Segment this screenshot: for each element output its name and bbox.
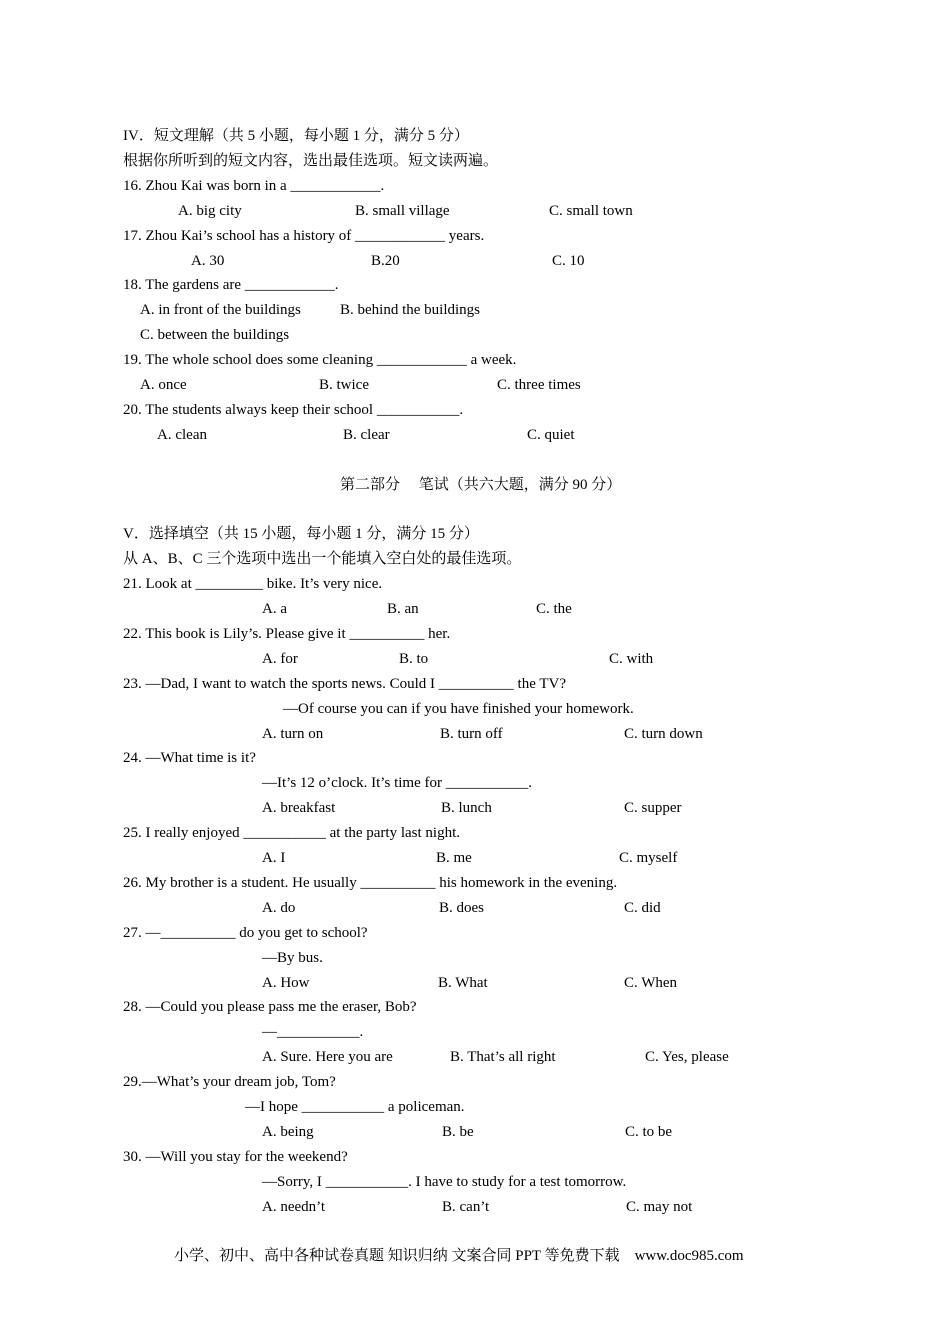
question-25-option-a: A. I [262,850,286,866]
question-21-option-c: C. the [536,601,572,617]
question-22-option-b: B. to [399,651,429,667]
section-5-header: V．选择填空（共 15 小题，每小题 1 分，满分 15 分） [123,526,479,542]
section-5-instruction: 从 A、B、C 三个选项中选出一个能填入空白处的最佳选项。 [123,551,522,567]
question-26-option-c: C. did [624,900,661,916]
question-23-option-b: B. turn off [440,726,503,742]
question-26-stem: 26. My brother is a student. He usually __________ his homework in the evening. [123,875,618,891]
question-20-option-a: A. clean [157,427,207,443]
question-30-option-a: A. needn’t [262,1199,326,1215]
question-25-option-b: B. me [436,850,472,866]
question-29-stem: 29.—What’s your dream job, Tom? [123,1074,336,1090]
question-21-stem: 21. Look at _________ bike. It’s very nice. [123,576,383,592]
question-17-stem: 17. Zhou Kai’s school has a history of ____________ years. [123,228,485,244]
part-2-title: 第二部分 笔试（共六大题，满分 90 分） [340,477,622,493]
question-24-option-b: B. lunch [441,800,492,816]
question-19-option-c: C. three times [497,377,581,393]
question-27-option-a: A. How [262,975,310,991]
question-18-option-a: A. in front of the buildings [140,302,301,318]
question-19-option-a: A. once [140,377,187,393]
question-28-option-b: B. That’s all right [450,1049,556,1065]
question-24-option-a: A. breakfast [262,800,336,816]
question-16-option-a: A. big city [178,203,242,219]
question-26-option-b: B. does [439,900,484,916]
question-23-option-a: A. turn on [262,726,324,742]
question-18-option-b: B. behind the buildings [340,302,480,318]
question-30-option-c: C. may not [626,1199,693,1215]
question-17-option-c: C. 10 [552,253,585,269]
section-4-header: IV．短文理解（共 5 小题，每小题 1 分，满分 5 分） [123,128,469,144]
question-27-stem: 27. —__________ do you get to school? [123,925,368,941]
question-30-option-b: B. can’t [442,1199,490,1215]
question-16-option-b: B. small village [355,203,450,219]
question-17-option-a: A. 30 [191,253,225,269]
question-29-option-b: B. be [442,1124,474,1140]
question-24-stem: 24. —What time is it? [123,750,256,766]
question-16-option-c: C. small town [549,203,633,219]
question-26-option-a: A. do [262,900,296,916]
question-23-option-c: C. turn down [624,726,703,742]
question-21-option-b: B. an [387,601,419,617]
question-28-stem: 28. —Could you please pass me the eraser, Bob? [123,999,417,1015]
question-20-option-c: C. quiet [527,427,575,443]
question-29-option-c: C. to be [625,1124,673,1140]
question-24-reply: —It’s 12 o’clock. It’s time for ___________. [262,775,532,791]
question-22-stem: 22. This book is Lily’s. Please give it __________ her. [123,626,451,642]
question-28-option-c: C. Yes, please [645,1049,729,1065]
question-21-option-a: A. a [262,601,287,617]
question-19-stem: 19. The whole school does some cleaning ____________ a week. [123,352,517,368]
question-16-stem: 16. Zhou Kai was born in a ____________. [123,178,385,194]
question-25-option-c: C. myself [619,850,678,866]
page-footer: 小学、初中、高中各种试卷真题 知识归纳 文案合同 PPT 等免费下载 www.doc985.com [174,1248,744,1264]
question-28-reply: —___________. [262,1024,364,1040]
question-30-reply: —Sorry, I ___________. I have to study for a test tomorrow. [262,1174,627,1190]
question-30-stem: 30. —Will you stay for the weekend? [123,1149,348,1165]
question-25-stem: 25. I really enjoyed ___________ at the party last night. [123,825,461,841]
question-18-stem: 18. The gardens are ____________. [123,277,339,293]
question-17-option-b: B.20 [371,253,400,269]
question-23-stem: 23. —Dad, I want to watch the sports news. Could I __________ the TV? [123,676,566,692]
question-18-option-c: C. between the buildings [140,327,290,343]
question-23-reply: —Of course you can if you have finished your homework. [283,701,634,717]
question-24-option-c: C. supper [624,800,682,816]
question-22-option-a: A. for [262,651,298,667]
question-29-option-a: A. being [262,1124,314,1140]
question-19-option-b: B. twice [319,377,369,393]
section-4-instruction: 根据你所听到的短文内容，选出最佳选项。短文读两遍。 [123,153,499,169]
question-20-option-b: B. clear [343,427,390,443]
question-22-option-c: C. with [609,651,654,667]
question-27-reply: —By bus. [262,950,323,966]
question-28-option-a: A. Sure. Here you are [262,1049,393,1065]
question-27-option-b: B. What [438,975,488,991]
question-20-stem: 20. The students always keep their school ___________. [123,402,464,418]
question-29-reply: —I hope ___________ a policeman. [245,1099,465,1115]
question-27-option-c: C. When [624,975,678,991]
